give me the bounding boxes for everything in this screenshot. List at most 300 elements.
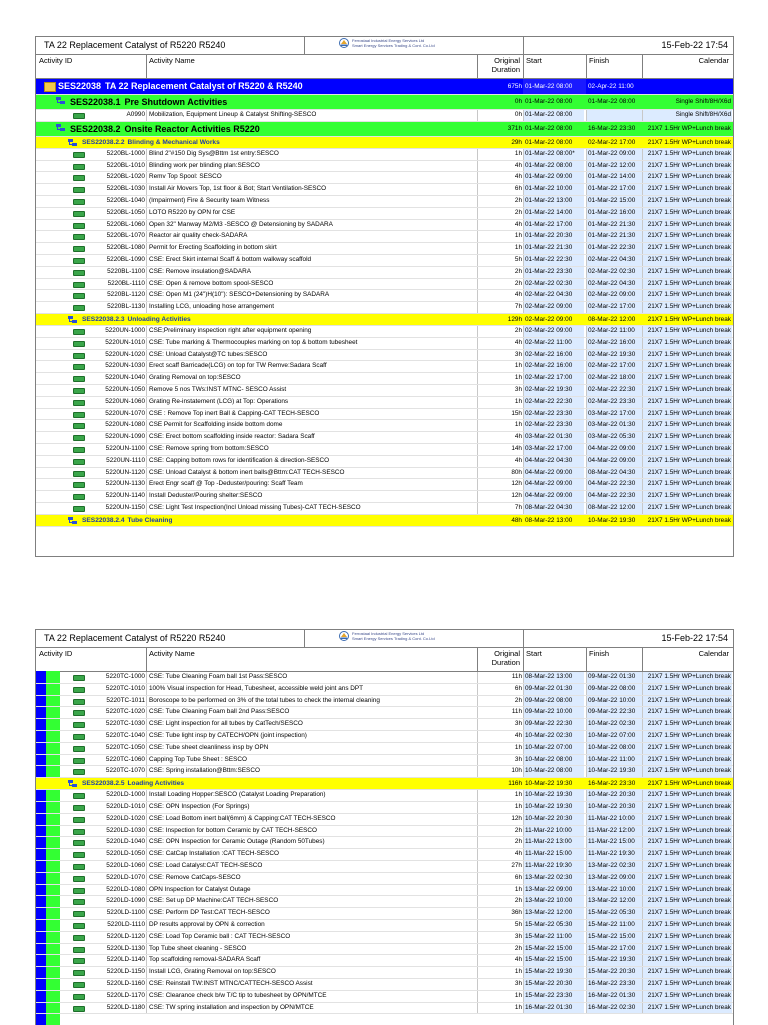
activity-bar-icon xyxy=(73,211,85,217)
activity-id: 5220TC-1040 xyxy=(105,731,145,739)
activity-bar-icon xyxy=(73,899,85,905)
col-original-duration: Original Duration xyxy=(491,56,520,74)
activity-bar-icon xyxy=(73,293,85,299)
calendar: 21X7 1.5Hr WP+Lunch break xyxy=(647,673,731,680)
start-date: 01-Mar-22 08:00 xyxy=(525,138,573,146)
activity-row[interactable] xyxy=(36,208,733,220)
activity-id: 5220UN-1100 xyxy=(105,444,145,452)
finish-date: 01-Mar-22 17:00 xyxy=(588,185,636,193)
start-date: 08-Mar-22 13:00 xyxy=(525,516,573,524)
duration: 2h xyxy=(514,826,522,834)
wbs-name: Unloading Activities xyxy=(127,315,191,323)
activity-name: CSE: Load Bottom inert ball(6mm) & Capping:CAT TECH-SESCO xyxy=(149,814,336,822)
duration: 1h xyxy=(514,1003,522,1011)
activity-row[interactable] xyxy=(36,444,733,456)
activity-name: CSE: Perform DP Test:CAT TECH-SESCO xyxy=(149,909,270,917)
finish-date: 10-Mar-22 02:30 xyxy=(588,720,636,728)
calendar: 21X7 1.5Hr WP+Lunch break xyxy=(647,291,731,299)
finish-date: 13-Mar-22 10:00 xyxy=(588,885,636,893)
calendar: 21X7 1.5Hr WP+Lunch break xyxy=(647,208,731,216)
activity-bar-icon xyxy=(73,447,85,453)
activity-name: CSE: Spring installation@Bttm:SESCO xyxy=(149,767,260,775)
activity-id: 5220BL-1110 xyxy=(107,279,145,287)
activity-row[interactable] xyxy=(36,672,733,684)
start-date: 01-Mar-22 23:30 xyxy=(525,267,573,275)
activity-row[interactable] xyxy=(36,326,733,338)
duration: 1h xyxy=(514,232,522,240)
logo-icon xyxy=(339,631,349,641)
calendar: 21X7 1.5Hr WP+Lunch break xyxy=(647,244,731,252)
activity-id: 5220BL-1010 xyxy=(106,161,145,169)
activity-bar-icon xyxy=(73,282,85,288)
calendar: 21X7 1.5Hr WP+Lunch break xyxy=(647,303,731,311)
activity-id: 5220LD-1040 xyxy=(106,838,145,846)
duration: 1h xyxy=(514,244,522,252)
activity-row[interactable] xyxy=(36,243,733,255)
finish-date: 08-Mar-22 12:00 xyxy=(588,315,636,323)
activity-row[interactable] xyxy=(36,290,733,302)
activity-name: Permit for Erecting Scaffolding in bottom skirt xyxy=(149,244,277,252)
activity-name: Open 32" Manway M2/M3 -SESCO @ Detensioning by SADARA xyxy=(149,220,333,228)
activity-id: 5220UN-1150 xyxy=(105,503,145,511)
start-date: 13-Mar-22 12:00 xyxy=(525,909,573,917)
activity-row[interactable] xyxy=(36,231,733,243)
start-date: 01-Mar-22 17:00 xyxy=(525,220,573,228)
finish-date: 16-Mar-22 23:30 xyxy=(588,124,636,132)
start-date: 15-Mar-22 15:00 xyxy=(525,956,573,964)
activity-id: 5220UN-1030 xyxy=(105,362,145,370)
activity-id: 5220LD-1120 xyxy=(106,932,145,940)
activity-row[interactable] xyxy=(36,932,733,944)
schedule-page-2 xyxy=(35,629,734,1025)
calendar: 21X7 1.5Hr WP+Lunch break xyxy=(647,338,731,346)
duration: 4h xyxy=(514,850,522,858)
logo-line-1: Ferrostaal Industrial Energy Services Ltd xyxy=(352,631,425,636)
activity-row[interactable] xyxy=(36,979,733,991)
logo-icon xyxy=(339,38,349,48)
start-date: 08-Mar-22 04:30 xyxy=(525,503,573,511)
activity-row[interactable] xyxy=(36,432,733,444)
activity-row[interactable] xyxy=(36,385,733,397)
calendar: 21X7 1.5Hr WP+Lunch break xyxy=(647,920,731,928)
wbs-row-level3[interactable] xyxy=(36,137,733,149)
start-date: 01-Mar-22 14:00 xyxy=(525,208,573,216)
wbs-row-level1[interactable] xyxy=(36,79,733,95)
finish-date: 04-Mar-22 09:00 xyxy=(588,444,636,452)
activity-row[interactable] xyxy=(36,279,733,291)
column-header xyxy=(36,648,733,672)
calendar: 21X7 1.5Hr WP+Lunch break xyxy=(647,149,731,157)
wbs-row-level3[interactable] xyxy=(36,314,733,326)
activity-id: 5220LD-1090 xyxy=(106,897,145,905)
start-date: 02-Mar-22 16:00 xyxy=(525,350,573,358)
wbs-id: SES22038.1 xyxy=(70,97,121,107)
activity-id: 5220UN-1000 xyxy=(105,326,145,334)
activity-row[interactable] xyxy=(36,409,733,421)
start-date: 01-Mar-22 08:00 xyxy=(525,111,573,118)
duration: 10h xyxy=(511,767,522,775)
activity-row[interactable] xyxy=(36,920,733,932)
activity-id: A0990 xyxy=(126,111,145,118)
duration: 12h xyxy=(511,814,522,822)
calendar: 21X7 1.5Hr WP+Lunch break xyxy=(647,138,731,146)
activity-name: CSE: Load Catalyst:CAT TECH-SESCO xyxy=(149,861,263,869)
activity-row[interactable] xyxy=(36,731,733,743)
calendar: 21X7 1.5Hr WP+Lunch break xyxy=(647,468,731,476)
calendar: 21X7 1.5Hr WP+Lunch break xyxy=(647,850,731,858)
start-date: 15-Mar-22 23:30 xyxy=(525,991,573,999)
activity-row[interactable] xyxy=(36,743,733,755)
activity-row[interactable] xyxy=(36,707,733,719)
duration: 6h xyxy=(514,185,522,193)
activity-name: Boroscope to be performed on 3% of the total tubes to check the internal cleaning xyxy=(149,696,380,704)
finish-date: 01-Mar-22 15:00 xyxy=(588,196,636,204)
activity-id: 5220UN-1090 xyxy=(105,433,145,441)
activity-id: 5220BL-1050 xyxy=(106,208,145,216)
wbs-id: SES22038.2.4 xyxy=(82,516,125,524)
activity-row[interactable] xyxy=(36,849,733,861)
finish-date: 03-Mar-22 05:30 xyxy=(588,433,636,441)
activity-row[interactable] xyxy=(36,814,733,826)
finish-date: 16-Mar-22 23:30 xyxy=(588,979,636,987)
calendar: 21X7 1.5Hr WP+Lunch break xyxy=(647,124,731,132)
finish-date: 11-Mar-22 10:00 xyxy=(588,814,635,822)
wbs-id: SES22038 xyxy=(58,81,102,91)
activity-bar-icon xyxy=(73,246,85,252)
calendar: 21X7 1.5Hr WP+Lunch break xyxy=(647,350,731,358)
wbs-name: TA 22 Replacement Catalyst of R5220 & R5240 xyxy=(105,81,303,91)
duration: 3h xyxy=(514,720,522,728)
activity-row[interactable] xyxy=(36,766,733,778)
activity-bar-icon xyxy=(73,1006,85,1012)
wbs-label xyxy=(70,95,227,109)
activity-row[interactable] xyxy=(36,149,733,161)
calendar: 21X7 1.5Hr WP+Lunch break xyxy=(647,897,731,905)
activity-row[interactable] xyxy=(36,172,733,184)
schedule-page-1 xyxy=(35,36,734,557)
finish-date: 03-Mar-22 01:30 xyxy=(588,421,636,429)
wbs-row-level2[interactable] xyxy=(36,95,733,110)
calendar: 21X7 1.5Hr WP+Lunch break xyxy=(647,397,731,405)
finish-date: 09-Mar-22 22:30 xyxy=(588,708,636,716)
activity-bar-icon xyxy=(73,353,85,359)
activity-row[interactable] xyxy=(36,302,733,314)
duration: 15h xyxy=(511,409,522,417)
activity-id: 5220BL-1080 xyxy=(106,244,145,252)
start-date: 10-Mar-22 19:30 xyxy=(525,791,573,799)
activity-bar-icon xyxy=(73,699,85,705)
duration: 2h xyxy=(514,326,522,334)
duration: 11h xyxy=(511,708,522,716)
activity-id: 5220LD-1170 xyxy=(106,991,145,999)
finish-date: 02-Mar-22 09:00 xyxy=(588,291,636,299)
activity-name: Grating Removal on top:SESCO xyxy=(149,374,241,382)
duration: 1h xyxy=(514,791,522,799)
finish-date: 02-Mar-22 04:30 xyxy=(588,279,636,287)
duration: 371h xyxy=(507,124,522,132)
activity-id: 5220LD-1080 xyxy=(106,885,145,893)
activity-bar-icon xyxy=(73,164,85,170)
duration: 3h xyxy=(514,350,522,358)
duration: 4h xyxy=(514,338,522,346)
activity-row[interactable] xyxy=(36,184,733,196)
finish-date: 03-Mar-22 17:00 xyxy=(588,409,636,417)
duration: 1h xyxy=(514,149,522,157)
activity-row[interactable] xyxy=(36,944,733,956)
activity-bar-icon xyxy=(73,947,85,953)
calendar: 21X7 1.5Hr WP+Lunch break xyxy=(647,708,731,716)
activity-bar-icon xyxy=(73,994,85,1000)
activity-row[interactable] xyxy=(36,826,733,838)
activity-name: CSE: CatCap Installation :CAT TECH-SESCO xyxy=(149,850,279,858)
activity-row[interactable] xyxy=(36,373,733,385)
activity-bar-icon xyxy=(73,758,85,764)
activity-row[interactable] xyxy=(36,397,733,409)
finish-date: 09-Mar-22 10:00 xyxy=(588,696,636,704)
activity-name: DP results approval by OPN & correction xyxy=(149,920,265,928)
activity-row[interactable] xyxy=(36,896,733,908)
duration: 4h xyxy=(514,291,522,299)
activity-bar-icon xyxy=(73,187,85,193)
activity-id: 5220TC-1000 xyxy=(105,673,145,680)
calendar: 21X7 1.5Hr WP+Lunch break xyxy=(647,255,731,263)
activity-name: CSE: TW spring installation and inspection by OPN/MTCE xyxy=(149,1003,314,1011)
wbs-icon xyxy=(68,780,78,789)
activity-id: 5220BL-1030 xyxy=(106,185,145,193)
activity-id: 5220TC-1030 xyxy=(105,720,145,728)
finish-date: 01-Mar-22 08:00 xyxy=(588,98,636,105)
start-date: 15-Mar-22 19:30 xyxy=(525,968,573,976)
activity-id: 5220LD-1100 xyxy=(106,909,145,917)
col-start: Start xyxy=(526,56,542,65)
calendar: 21X7 1.5Hr WP+Lunch break xyxy=(647,814,731,822)
finish-date: 13-Mar-22 12:00 xyxy=(588,897,636,905)
activity-name: Top Tube sheet cleaning - SESCO xyxy=(149,944,247,952)
activity-name: CSE: Capping bottom rows for identification & direction-SESCO xyxy=(149,456,330,464)
print-date: 15-Feb-22 17:54 xyxy=(661,633,728,643)
finish-date: 10-Mar-22 19:30 xyxy=(588,516,636,524)
activity-name: CSE: Open & remove bottom spool-SESCO xyxy=(149,279,274,287)
calendar: 21X7 1.5Hr WP+Lunch break xyxy=(647,480,731,488)
finish-date: 01-Mar-22 12:00 xyxy=(588,161,636,169)
activity-name: Install Loading Hopper:SESCO (Catalyst Loading Preparation) xyxy=(149,791,326,799)
activity-row[interactable] xyxy=(36,802,733,814)
wbs-label xyxy=(82,137,220,148)
start-date: 01-Mar-22 08:00* xyxy=(525,149,575,157)
activity-name: CSE: Tube marking & Thermocouples marking on top & bottom tubesheet xyxy=(149,338,358,346)
activity-id: 5220BL-1070 xyxy=(106,232,145,240)
activity-row[interactable] xyxy=(36,696,733,708)
activity-name: CSE: Light inspection for all tubes by CatTech/SESCO xyxy=(149,720,303,728)
calendar: 21X7 1.5Hr WP+Lunch break xyxy=(647,232,731,240)
wbs-id: SES22038.2.2 xyxy=(82,138,125,146)
calendar: 21X7 1.5Hr WP+Lunch break xyxy=(647,932,731,940)
finish-date: 10-Mar-22 11:00 xyxy=(588,755,635,763)
activity-row[interactable] xyxy=(36,908,733,920)
activity-name: CSE: Tube sheet cleanliness insp by OPN xyxy=(149,743,269,751)
wbs-label xyxy=(82,778,184,789)
duration: 116h xyxy=(508,780,522,788)
duration: 4h xyxy=(514,731,522,739)
calendar: 21X7 1.5Hr WP+Lunch break xyxy=(647,979,731,987)
wbs-icon xyxy=(56,124,66,133)
activity-name: Erect Engr scaff @ Top -Deduster/pouring: Scaff Team xyxy=(149,480,303,488)
calendar: 21X7 1.5Hr WP+Lunch break xyxy=(647,684,731,692)
activity-row[interactable] xyxy=(36,719,733,731)
start-date: 15-Mar-22 20:30 xyxy=(525,979,573,987)
activity-name: Remove 5 nos TWs:INST MTNC- SESCO Assist xyxy=(149,385,287,393)
activity-name: Reactor air quality check-SADARA xyxy=(149,232,248,240)
duration: 4h xyxy=(514,956,522,964)
start-date: 09-Mar-22 10:00 xyxy=(525,708,573,716)
activity-row[interactable] xyxy=(36,110,733,122)
duration: 1h xyxy=(514,743,522,751)
duration: 4h xyxy=(514,161,522,169)
activity-bar-icon xyxy=(73,199,85,205)
start-date: 16-Mar-22 01:30 xyxy=(525,1003,573,1011)
wbs-label xyxy=(70,122,260,136)
start-date: 02-Mar-22 09:00 xyxy=(525,315,573,323)
finish-date: 04-Mar-22 22:30 xyxy=(588,480,636,488)
activity-row[interactable] xyxy=(36,684,733,696)
calendar: 21X7 1.5Hr WP+Lunch break xyxy=(647,968,731,976)
activity-row[interactable] xyxy=(36,955,733,967)
activity-row[interactable] xyxy=(36,350,733,362)
activity-row[interactable] xyxy=(36,837,733,849)
activity-name: CSE: Remove insulation@SADARA xyxy=(149,267,252,275)
activity-row[interactable] xyxy=(36,755,733,767)
finish-date: 01-Mar-22 09:00 xyxy=(588,149,636,157)
start-date: 02-Mar-22 23:30 xyxy=(525,409,573,417)
activity-id: 5220UN-1010 xyxy=(105,338,145,346)
duration: 11h xyxy=(511,673,522,680)
calendar: 21X7 1.5Hr WP+Lunch break xyxy=(647,826,731,834)
activity-row[interactable] xyxy=(36,479,733,491)
project-title: TA 22 Replacement Catalyst of R5220 R5240 xyxy=(44,633,226,643)
activity-row[interactable] xyxy=(36,267,733,279)
finish-date: 10-Mar-22 19:30 xyxy=(588,767,636,775)
activity-id: 5220LD-1160 xyxy=(106,979,145,987)
activity-id: 5220UN-1120 xyxy=(105,468,145,476)
finish-date: 11-Mar-22 15:00 xyxy=(588,838,635,846)
col-original-duration: Original Duration xyxy=(491,649,520,667)
col-finish: Finish xyxy=(589,649,610,658)
wbs-id: SES22038.2 xyxy=(70,123,121,134)
wbs-icon xyxy=(68,316,78,325)
calendar: 21X7 1.5Hr WP+Lunch break xyxy=(647,185,731,193)
duration: 4h xyxy=(514,173,522,181)
activity-bar-icon xyxy=(73,223,85,229)
activity-row[interactable] xyxy=(36,503,733,515)
duration: 27h xyxy=(511,861,522,869)
wbs-row-level2[interactable] xyxy=(36,122,733,137)
activity-bar-icon xyxy=(73,982,85,988)
activity-id: 5220UN-1080 xyxy=(105,421,145,429)
activity-table xyxy=(36,672,733,1014)
activity-row[interactable] xyxy=(36,790,733,802)
activity-row[interactable] xyxy=(36,885,733,897)
activity-row[interactable] xyxy=(36,861,733,873)
activity-row[interactable] xyxy=(36,468,733,480)
calendar: 21X7 1.5Hr WP+Lunch break xyxy=(647,374,731,382)
activity-name: Mobilization, Equipment Lineup & Catalyst Shifting-SESCO xyxy=(149,111,317,118)
wbs-icon xyxy=(56,97,66,106)
wbs-row-level3[interactable] xyxy=(36,515,733,527)
calendar: 21X7 1.5Hr WP+Lunch break xyxy=(647,444,731,452)
activity-row[interactable] xyxy=(36,1003,733,1015)
activity-row[interactable] xyxy=(36,220,733,232)
start-date: 02-Mar-22 16:00 xyxy=(525,362,573,370)
activity-bar-icon xyxy=(73,305,85,311)
activity-row[interactable] xyxy=(36,456,733,468)
activity-id: 5220LD-1130 xyxy=(106,944,145,952)
activity-row[interactable] xyxy=(36,491,733,503)
activity-bar-icon xyxy=(73,923,85,929)
start-date: 01-Mar-22 20:30 xyxy=(525,232,573,240)
activity-bar-icon xyxy=(73,793,85,799)
activity-bar-icon xyxy=(73,506,85,512)
activity-row[interactable] xyxy=(36,255,733,267)
start-date: 15-Mar-22 11:00 xyxy=(525,932,572,940)
activity-id: 5220BL-1020 xyxy=(106,173,145,181)
wbs-row-level3[interactable] xyxy=(36,778,733,790)
activity-bar-icon xyxy=(73,817,85,823)
logo-line-2: Smart Energy Services Trading & Cont. Co.Ltd xyxy=(352,43,435,48)
finish-date: 10-Mar-22 07:00 xyxy=(588,731,636,739)
activity-id: 5220UN-1020 xyxy=(105,350,145,358)
activity-row[interactable] xyxy=(36,991,733,1003)
finish-date: 11-Mar-22 19:30 xyxy=(588,850,635,858)
start-date: 10-Mar-22 02:30 xyxy=(525,731,573,739)
activity-bar-icon xyxy=(73,494,85,500)
activity-id: 5220LD-1030 xyxy=(106,826,145,834)
activity-row[interactable] xyxy=(36,196,733,208)
activity-row[interactable] xyxy=(36,338,733,350)
activity-id: 5220LD-1140 xyxy=(106,956,145,964)
start-date: 03-Mar-22 01:30 xyxy=(525,433,573,441)
activity-name: CSE: Reinstall TW:INST MTNC/CATTECH-SESCO Assist xyxy=(149,979,313,987)
activity-name: CSE : Remove Top inert Ball & Capping-CAT TECH-SESCO xyxy=(149,409,320,417)
duration: 2h xyxy=(514,267,522,275)
activity-name: CSE: Load Top Ceramic ball : CAT TECH-SESCO xyxy=(149,932,291,940)
wbs-label xyxy=(82,314,191,325)
activity-bar-icon xyxy=(73,175,85,181)
column-header xyxy=(36,55,733,79)
activity-row[interactable] xyxy=(36,420,733,432)
activity-id: 5220LD-1020 xyxy=(106,814,145,822)
activity-id: 5220TC-1020 xyxy=(105,708,145,716)
calendar: 21X7 1.5Hr WP+Lunch break xyxy=(647,909,731,917)
calendar: 21X7 1.5Hr WP+Lunch break xyxy=(647,743,731,751)
finish-date: 15-Mar-22 15:00 xyxy=(588,932,636,940)
project-title: TA 22 Replacement Catalyst of R5220 R5240 xyxy=(44,40,226,50)
duration: 2h xyxy=(514,944,522,952)
activity-id: 5220BL-1100 xyxy=(107,267,145,275)
duration: 2h xyxy=(514,838,522,846)
activity-row[interactable] xyxy=(36,873,733,885)
activity-row[interactable] xyxy=(36,967,733,979)
duration: 0h xyxy=(514,98,522,105)
start-date: 10-Mar-22 19:30 xyxy=(525,780,573,788)
activity-bar-icon xyxy=(73,270,85,276)
calendar: 21X7 1.5Hr WP+Lunch break xyxy=(647,696,731,704)
calendar: 21X7 1.5Hr WP+Lunch break xyxy=(647,873,731,881)
activity-row[interactable] xyxy=(36,161,733,173)
calendar: 21X7 1.5Hr WP+Lunch break xyxy=(647,161,731,169)
calendar: 21X7 1.5Hr WP+Lunch break xyxy=(647,861,731,869)
activity-bar-icon xyxy=(73,769,85,775)
activity-row[interactable] xyxy=(36,361,733,373)
